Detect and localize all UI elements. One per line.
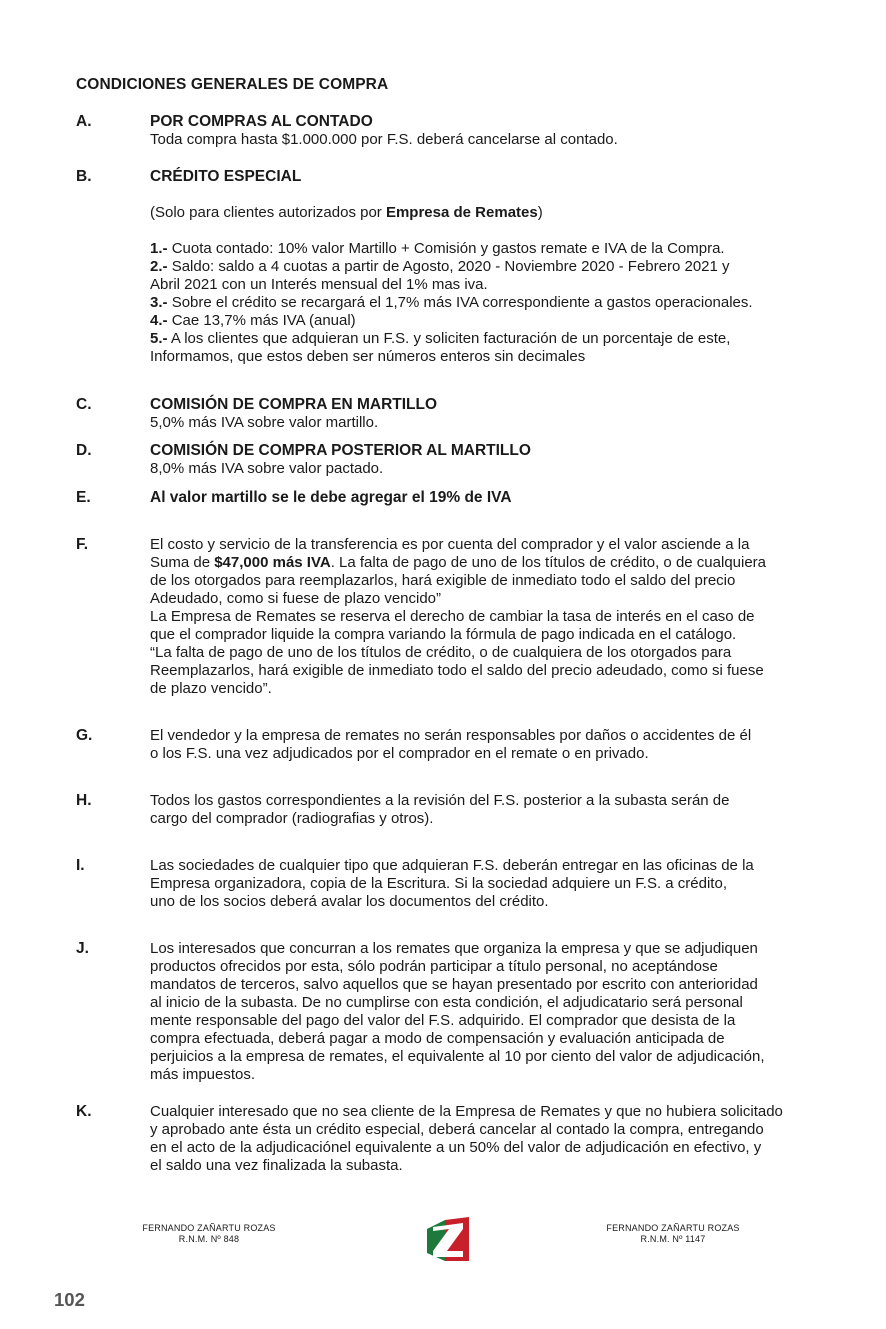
page-number: 102 bbox=[54, 1289, 85, 1310]
section-body bbox=[150, 857, 816, 911]
section-line: perjuicios a la empresa de remates, el equivalente al 10 por ciento del valor de adjudicación, bbox=[150, 1048, 765, 1065]
credit-item-line bbox=[150, 276, 816, 294]
signature-rnm: R.N.M. Nº 848 bbox=[178, 1234, 240, 1244]
footer-signature-left bbox=[109, 1223, 309, 1245]
section-line: cargo del comprador (radiografias y otros). bbox=[150, 810, 434, 827]
credit-item-text: Abril 2021 con un Interés mensual del 1% mas iva. bbox=[150, 276, 488, 293]
section-heading: COMISIÓN DE COMPRA EN MARTILLO bbox=[150, 396, 438, 413]
section-line: y aprobado ante ésta un crédito especial, deberá cancelar al contado la compra, entregando bbox=[150, 1121, 764, 1138]
section-letter: K. bbox=[76, 1103, 92, 1120]
credit-item-line bbox=[150, 258, 816, 276]
section-text: 5,0% más IVA sobre valor martillo. bbox=[150, 414, 379, 431]
section-letter: A. bbox=[76, 113, 92, 130]
intro-company-name: Empresa de Remates bbox=[385, 204, 538, 221]
section-line: que el comprador liquide la compra variando la fórmula de pago indicada en el catálogo. bbox=[150, 626, 737, 643]
section-line: el saldo una vez finalizada la subasta. bbox=[150, 1157, 403, 1174]
section-letter: G. bbox=[76, 727, 93, 744]
section-body bbox=[150, 727, 816, 763]
section-line: al inicio de la subasta. De no cumplirse con esta condición, el adjudicatario será personal bbox=[150, 994, 743, 1011]
section-line: “La falta de pago de uno de los títulos de crédito, o de cualquiera de los otorgados para bbox=[150, 644, 732, 661]
section-body bbox=[150, 940, 816, 1084]
section-body bbox=[150, 489, 816, 507]
section-line: uno de los socios deberá avalar los documentos del crédito. bbox=[150, 893, 549, 910]
section-text: 8,0% más IVA sobre valor pactado. bbox=[150, 460, 384, 477]
section-body bbox=[150, 536, 816, 698]
credit-item-number: 3.- bbox=[150, 294, 168, 311]
section-letter: I. bbox=[76, 857, 85, 874]
section-line: Cualquier interesado que no sea cliente de la Empresa de Remates y que no hubiera solicitado bbox=[150, 1103, 783, 1120]
credit-item-text: Cuota contado: 10% valor Martillo + Comisión y gastos remate e IVA de la Compra. bbox=[171, 240, 725, 257]
section-heading: Al valor martillo se le debe agregar el 19% de IVA bbox=[150, 489, 512, 506]
section-line: El vendedor y la empresa de remates no serán responsables por daños o accidentes de él bbox=[150, 727, 752, 744]
section-heading: CRÉDITO ESPECIAL bbox=[150, 168, 302, 185]
credit-item-line bbox=[150, 348, 816, 366]
section-heading: COMISIÓN DE COMPRA POSTERIOR AL MARTILLO bbox=[150, 442, 531, 459]
section-line: de los otorgados para reemplazarlos, hará exigible de inmediato todo el saldo del precio bbox=[150, 572, 736, 589]
transfer-amount: $47,000 más IVA bbox=[214, 554, 331, 571]
section-body bbox=[150, 168, 816, 366]
section-letter: E. bbox=[76, 489, 91, 506]
section-line: Empresa organizadora, copia de la Escritura. Si la sociedad adquiere un F.S. a crédito, bbox=[150, 875, 727, 892]
section-line: mandatos de terceros, salvo aquellos que se hayan presentado por escrito con anterioridad bbox=[150, 976, 758, 993]
section-line: Adeudado, como si fuese de plazo vencido” bbox=[150, 590, 442, 607]
section-text: Toda compra hasta $1.000.000 por F.S. deberá cancelarse al contado. bbox=[150, 131, 618, 148]
signature-rnm: R.N.M. Nº 1147 bbox=[640, 1234, 706, 1244]
section-body bbox=[150, 792, 816, 828]
section-line bbox=[150, 554, 816, 572]
section-line: La Empresa de Remates se reserva el derecho de cambiar la tasa de interés en el caso de bbox=[150, 608, 755, 625]
section-line: El costo y servicio de la transferencia es por cuenta del comprador y el valor asciende a la bbox=[150, 536, 750, 553]
section-body bbox=[150, 396, 816, 432]
section-line: o los F.S. una vez adjudicados por el comprador en el remate o en privado. bbox=[150, 745, 649, 762]
credit-item-text: A los clientes que adquieran un F.S. y soliciten facturación de un porcentaje de este, bbox=[170, 330, 731, 347]
section-lines bbox=[150, 572, 816, 698]
intro-text: (Solo para clientes autorizados por bbox=[150, 204, 386, 221]
credit-item-text: Cae 13,7% más IVA (anual) bbox=[171, 312, 356, 329]
section-line: Todos los gastos correspondientes a la revisión del F.S. posterior a la subasta serán de bbox=[150, 792, 730, 809]
section-line: de plazo vencido”. bbox=[150, 680, 272, 697]
section-line: Los interesados que concurran a los remates que organiza la empresa y que se adjudiquen bbox=[150, 940, 758, 957]
document-title: CONDICIONES GENERALES DE COMPRA bbox=[76, 76, 389, 93]
credit-item-number: 1.- bbox=[150, 240, 168, 257]
company-logo-icon bbox=[427, 1217, 469, 1261]
credit-item-line bbox=[150, 312, 816, 330]
credit-item-text: Informamos, que estos deben ser números enteros sin decimales bbox=[150, 348, 586, 365]
credit-item-text: Sobre el crédito se recargará el 1,7% más IVA correspondiente a gastos operacionales. bbox=[171, 294, 753, 311]
section-letter: H. bbox=[76, 792, 92, 809]
credit-item-number: 4.- bbox=[150, 312, 168, 329]
section-body bbox=[150, 442, 816, 478]
section-intro bbox=[150, 204, 816, 222]
amount-suffix: . La falta de pago de uno de los títulos de crédito, o de cualquiera bbox=[330, 554, 767, 571]
signature-name: FERNANDO ZAÑARTU ROZAS bbox=[142, 1223, 276, 1233]
section-line: en el acto de la adjudicaciónel equivalente a un 50% del valor de adjudicación en efectivo, y bbox=[150, 1139, 762, 1156]
section-line: Las sociedades de cualquier tipo que adquieran F.S. deberán entregar en las oficinas de la bbox=[150, 857, 754, 874]
section-letter: D. bbox=[76, 442, 92, 459]
section-line: más impuestos. bbox=[150, 1066, 256, 1083]
footer-signature-right bbox=[573, 1223, 773, 1245]
section-heading: POR COMPRAS AL CONTADO bbox=[150, 113, 373, 130]
section-line: productos ofrecidos por esta, sólo podrán participar a título personal, no aceptándose bbox=[150, 958, 718, 975]
section-letter: B. bbox=[76, 168, 92, 185]
credit-item-line bbox=[150, 294, 816, 312]
credit-item-number: 5.- bbox=[150, 330, 168, 347]
section-body bbox=[150, 1103, 816, 1175]
section-line: Reemplazarlos, hará exigible de inmediato todo el saldo del precio adeudado, como si fuese bbox=[150, 662, 764, 679]
credit-item-text: Saldo: saldo a 4 cuotas a partir de Agosto, 2020 - Noviembre 2020 - Febrero 2021 y bbox=[171, 258, 730, 275]
section-letter: C. bbox=[76, 396, 92, 413]
amount-prefix: Suma de bbox=[150, 554, 215, 571]
section-body bbox=[150, 113, 816, 149]
section-letter: F. bbox=[76, 536, 89, 553]
section-line: compra efectuada, deberá pagar a modo de compensación y evaluación anticipada de bbox=[150, 1030, 725, 1047]
intro-text-end: ) bbox=[537, 204, 543, 221]
section-line: mente responsable del pago del valor del F.S. adquirido. El comprador que desista de la bbox=[150, 1012, 736, 1029]
signature-name: FERNANDO ZAÑARTU ROZAS bbox=[606, 1223, 740, 1233]
credit-item-number: 2.- bbox=[150, 258, 168, 275]
credit-items-list bbox=[150, 240, 816, 366]
section-letter: J. bbox=[76, 940, 89, 957]
credit-item-line bbox=[150, 240, 816, 258]
credit-item-line bbox=[150, 330, 816, 348]
